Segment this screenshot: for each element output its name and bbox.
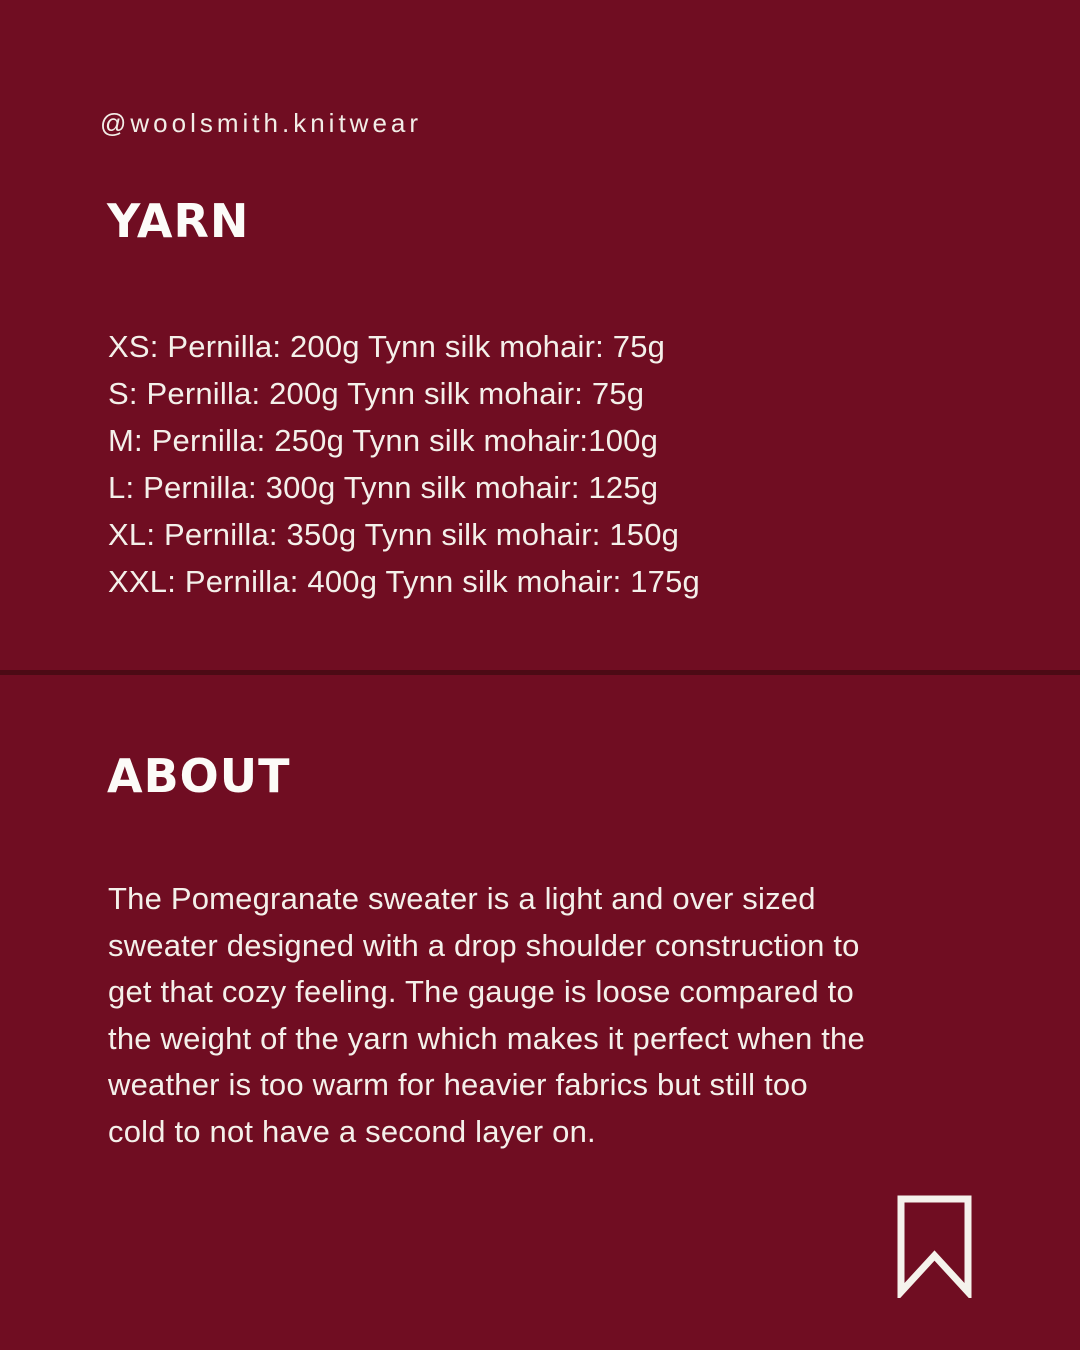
- account-handle: @woolsmith.knitwear: [100, 108, 423, 138]
- yarn-item-xxl: XXL: Pernilla: 400g Tynn silk mohair: 175g: [108, 564, 700, 599]
- about-line: get that cozy feeling. The gauge is loose compared to: [108, 974, 854, 1009]
- yarn-item-l: L: Pernilla: 300g Tynn silk mohair: 125g: [108, 470, 659, 505]
- about-section-title: ABOUT: [107, 749, 291, 803]
- about-line: cold to not have a second layer on.: [108, 1113, 596, 1149]
- yarn-item-xl: XL: Pernilla: 350g Tynn silk mohair: 150g: [108, 517, 680, 552]
- yarn-requirements-list: [108, 323, 700, 605]
- section-divider: [0, 670, 1080, 675]
- bookmark-icon[interactable]: [897, 1195, 972, 1298]
- about-description: [108, 876, 865, 1155]
- about-line: The Pomegranate sweater is a light and over sized: [108, 881, 816, 916]
- yarn-item-m: M: Pernilla: 250g Tynn silk mohair:100g: [108, 423, 659, 458]
- about-line: the weight of the yarn which makes it perfect when the: [108, 1020, 865, 1056]
- about-line: sweater designed with a drop shoulder construction to: [108, 927, 860, 963]
- about-line: weather is too warm for heavier fabrics but still too: [108, 1067, 808, 1102]
- yarn-section-title: YARN: [107, 194, 250, 248]
- yarn-item-s: S: Pernilla: 200g Tynn silk mohair: 75g: [108, 376, 645, 411]
- yarn-item-xs: XS: Pernilla: 200g Tynn silk mohair: 75g: [108, 329, 666, 364]
